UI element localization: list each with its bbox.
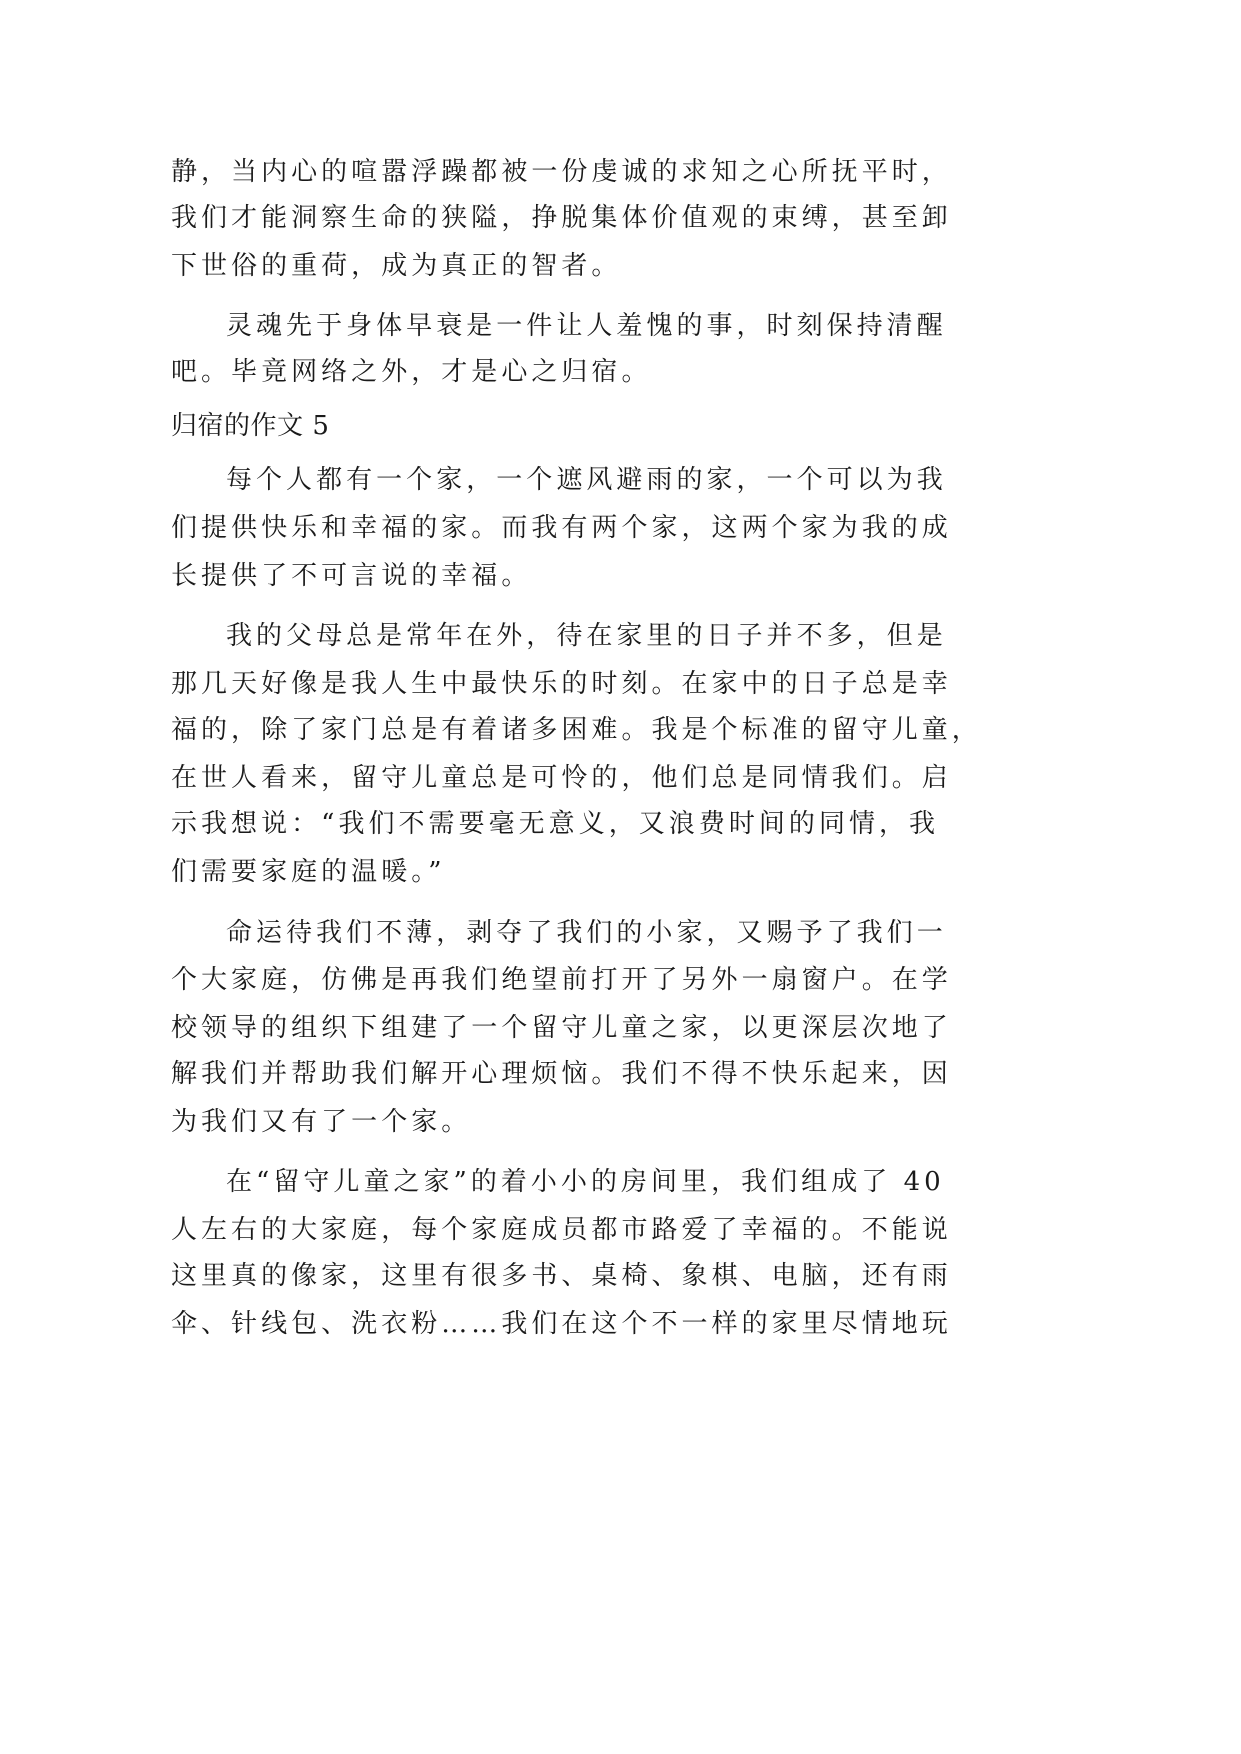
paragraph-first-line: 在“留守儿童之家”的着小小的房间里，我们组成了 40 bbox=[226, 1167, 945, 1197]
paragraph-first-line: 每个人都有一个家，一个遮风避雨的家，一个可以为我 bbox=[226, 465, 947, 495]
text-line: 伞、针线包、洗衣粉……我们在这个不一样的家里尽情地玩 bbox=[171, 1309, 952, 1339]
text-line: 福的，除了家门总是有着诸多困难。我是个标准的留守儿童， bbox=[171, 715, 982, 745]
text-line: 我们才能洞察生命的狭隘，挣脱集体价值观的束缚，甚至卸 bbox=[171, 203, 952, 233]
text-line: 们需要家庭的温暖。” bbox=[171, 857, 446, 887]
text-line: 那几天好像是我人生中最快乐的时刻。在家中的日子总是幸 bbox=[171, 669, 952, 699]
text-line: 解我们并帮助我们解开心理烦恼。我们不得不快乐起来，因 bbox=[171, 1059, 952, 1089]
text-line: 长提供了不可言说的幸福。 bbox=[171, 561, 532, 591]
paragraph-first-line: 命运待我们不薄，剥夺了我们的小家，又赐予了我们一 bbox=[226, 918, 947, 948]
text-line: 下世俗的重荷，成为真正的智者。 bbox=[171, 251, 622, 281]
text-line: 吧。毕竟网络之外，才是心之归宿。 bbox=[171, 357, 652, 387]
section-heading: 归宿的作文 5 bbox=[171, 411, 330, 441]
text-line: 人左右的大家庭，每个家庭成员都市路爱了幸福的。不能说 bbox=[171, 1215, 952, 1245]
text-line: 在世人看来，留守儿童总是可怜的，他们总是同情我们。启 bbox=[171, 763, 952, 793]
text-line: 这里真的像家，这里有很多书、桌椅、象棋、电脑，还有雨 bbox=[171, 1261, 952, 1291]
text-line: 个大家庭，仿佛是再我们绝望前打开了另外一扇窗户。在学 bbox=[171, 965, 952, 995]
text-line: 们提供快乐和幸福的家。而我有两个家，这两个家为我的成 bbox=[171, 513, 952, 543]
text-line: 校领导的组织下组建了一个留守儿童之家，以更深层次地了 bbox=[171, 1013, 952, 1043]
paragraph-first-line: 我的父母总是常年在外，待在家里的日子并不多，但是 bbox=[226, 621, 947, 651]
text-line: 示我想说：“我们不需要毫无意义，又浪费时间的同情，我 bbox=[171, 809, 940, 839]
text-line: 静，当内心的喧嚣浮躁都被一份虔诚的求知之心所抚平时， bbox=[171, 157, 952, 187]
paragraph-first-line: 灵魂先于身体早衰是一件让人羞愧的事，时刻保持清醒 bbox=[226, 311, 947, 341]
text-line: 为我们又有了一个家。 bbox=[171, 1107, 472, 1137]
